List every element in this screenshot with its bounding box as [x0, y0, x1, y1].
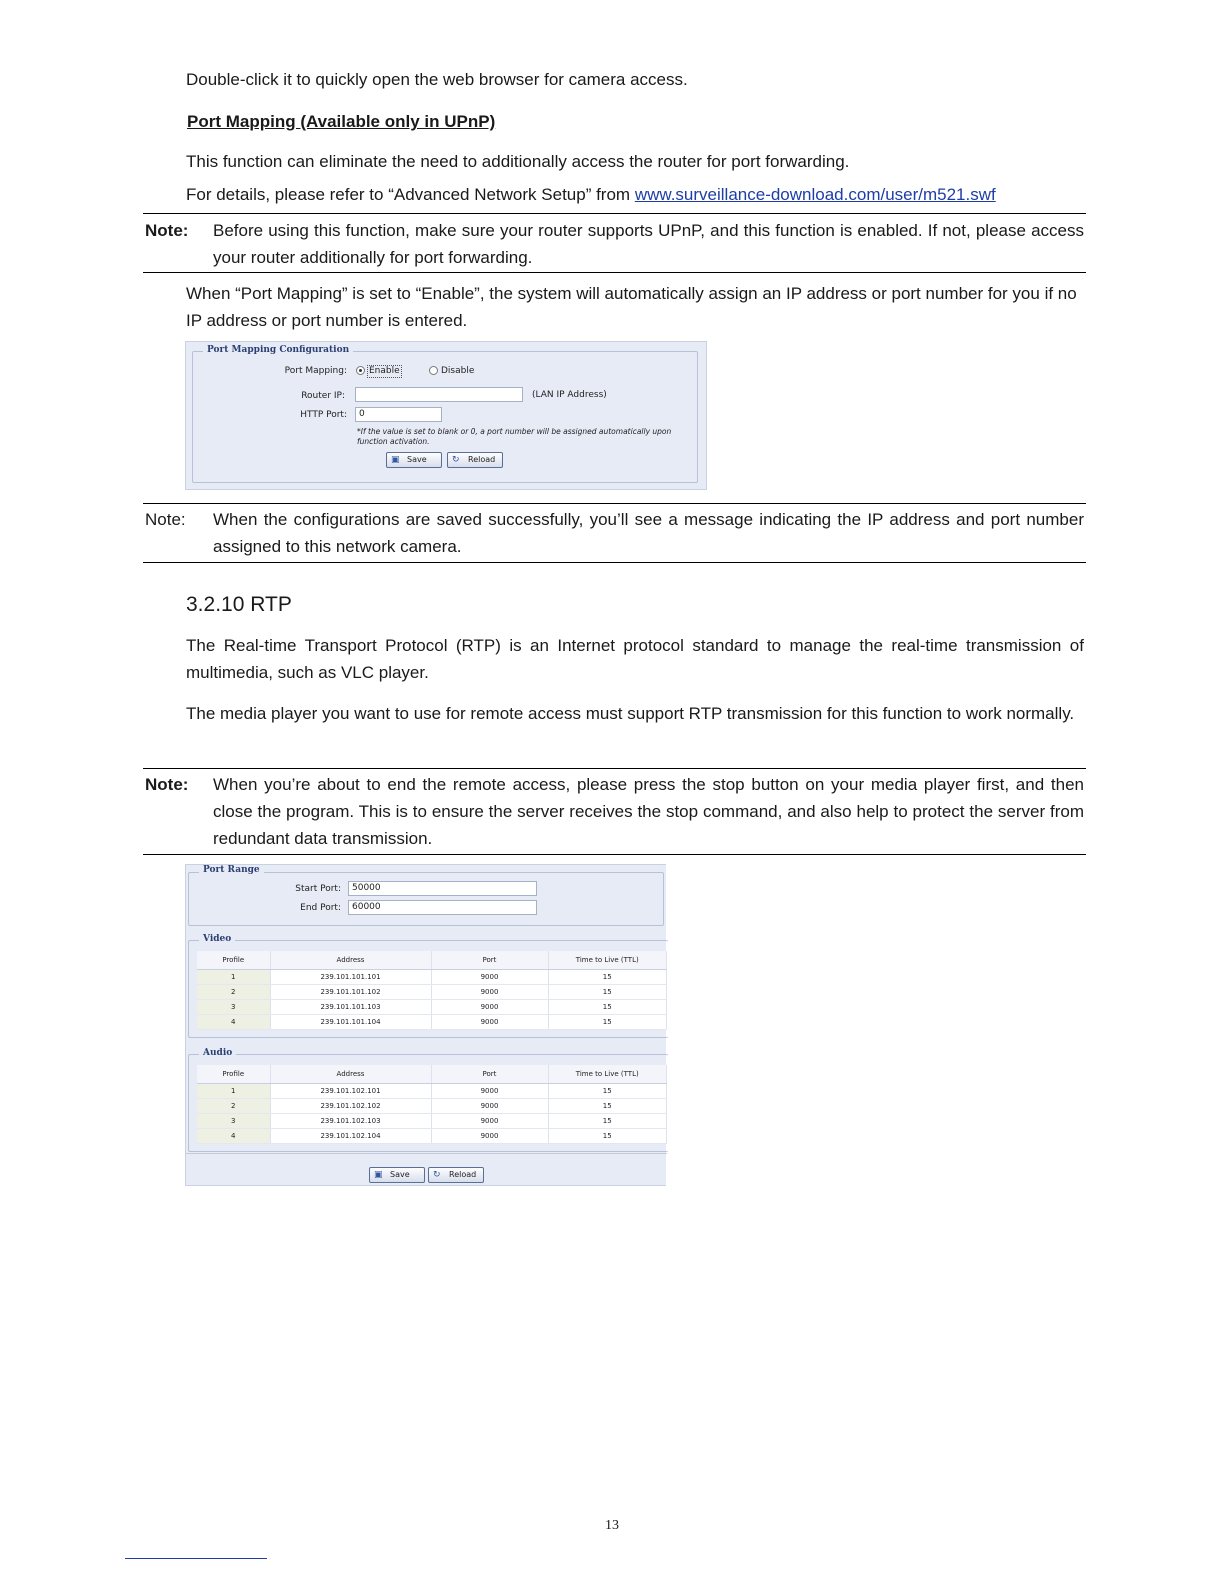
col-ttl: Time to Live (TTL)	[548, 951, 667, 969]
rtp-para-2: The media player you want to use for remote access must support RTP transmission for this function to work normally.	[186, 704, 1075, 723]
note-2-label: Note:	[145, 510, 186, 529]
ttl-cell[interactable]: 15	[548, 1113, 667, 1128]
ttl-cell[interactable]: 15	[548, 999, 667, 1014]
reload-button-label: Reload	[468, 455, 496, 464]
download-link[interactable]: www.surveillance-download.com/user/m521.swf	[634, 185, 996, 204]
rtp-config-panel	[185, 864, 666, 1186]
col-address: Address	[270, 951, 431, 969]
address-cell[interactable]: 239.101.102.101	[270, 1083, 431, 1098]
table-row	[197, 969, 667, 984]
ttl-cell[interactable]: 15	[548, 969, 667, 984]
note-2-top-rule	[143, 503, 1086, 504]
port-mapping-para-1: This function can eliminate the need to additionally access the router for port forwarding.	[186, 152, 850, 171]
disable-radio[interactable]	[429, 366, 438, 375]
address-cell[interactable]: 239.101.102.104	[270, 1128, 431, 1143]
router-ip-label: Router IP:	[301, 391, 345, 401]
refresh-icon: ↻	[433, 1170, 441, 1180]
rtp-reload-button-label: Reload	[449, 1170, 477, 1179]
rtp-save-button[interactable]	[369, 1167, 425, 1183]
table-row	[197, 1083, 667, 1098]
profile-cell: 4	[197, 1014, 270, 1029]
note-1-bottom-rule	[143, 272, 1086, 273]
http-port-label: HTTP Port:	[300, 410, 347, 420]
save-button-label: Save	[407, 455, 427, 464]
col-port: Port	[431, 951, 548, 969]
footer-rule	[125, 1558, 267, 1559]
end-port-label: End Port:	[300, 903, 341, 913]
profile-cell: 1	[197, 1083, 270, 1098]
reload-button[interactable]	[447, 452, 503, 468]
port-mapping-heading: Port Mapping (Available only in UPnP)	[187, 112, 496, 131]
port-mapping-para-2	[186, 181, 1084, 208]
auto-port-hint: *If the value is set to blank or 0, a port number will be assigned automatically upon function activation.	[357, 427, 672, 446]
audio-legend: Audio	[199, 1048, 236, 1058]
note-3-top-rule	[143, 768, 1086, 769]
profile-cell: 2	[197, 984, 270, 999]
table-row	[197, 1014, 667, 1029]
port-mapping-label: Port Mapping:	[284, 366, 347, 376]
floppy-disk-icon: ▣	[374, 1170, 383, 1180]
start-port-label: Start Port:	[295, 884, 341, 894]
col-profile: Profile	[197, 1065, 270, 1083]
address-cell[interactable]: 239.101.101.102	[270, 984, 431, 999]
table-row	[197, 1128, 667, 1143]
floppy-disk-icon: ▣	[391, 455, 400, 465]
address-cell[interactable]: 239.101.101.104	[270, 1014, 431, 1029]
rtp-button-divider	[186, 1153, 667, 1154]
video-table	[197, 951, 667, 1030]
port-cell[interactable]: 9000	[431, 999, 548, 1014]
enable-radio[interactable]	[356, 366, 365, 375]
refresh-icon: ↻	[452, 455, 460, 465]
profile-cell: 2	[197, 1098, 270, 1113]
para-2-prefix: For details, please refer to “Advanced Network Setup” from	[186, 185, 635, 204]
audio-table	[197, 1065, 667, 1144]
rtp-save-button-label: Save	[390, 1170, 410, 1179]
note-3-label: Note:	[145, 775, 189, 794]
note-3-text: When you’re about to end the remote access, please press the stop button on your media player first, and then close the program. This is to ensure the server receives the stop command, and also help to protect the server from redundant data transmission.	[213, 775, 1084, 848]
table-row	[197, 1113, 667, 1128]
ttl-cell[interactable]: 15	[548, 1083, 667, 1098]
address-cell[interactable]: 239.101.101.101	[270, 969, 431, 984]
port-cell[interactable]: 9000	[431, 1014, 548, 1029]
note-2-bottom-rule	[143, 562, 1086, 563]
port-cell[interactable]: 9000	[431, 1098, 548, 1113]
profile-cell: 4	[197, 1128, 270, 1143]
note-1-text: Before using this function, make sure your router supports UPnP, and this function is enabled. If not, please access your router additionally for port forwarding.	[213, 221, 1084, 267]
section-heading: 3.2.10 RTP	[186, 593, 292, 616]
video-header-row	[197, 951, 667, 969]
port-cell[interactable]: 9000	[431, 1113, 548, 1128]
port-cell[interactable]: 9000	[431, 984, 548, 999]
profile-cell: 3	[197, 999, 270, 1014]
table-row	[197, 984, 667, 999]
port-cell[interactable]: 9000	[431, 969, 548, 984]
start-port-input[interactable]: 50000	[348, 881, 537, 896]
note-2-text: When the configurations are saved successfully, you’ll see a message indicating the IP address and port number assigned to this network camera.	[213, 510, 1084, 556]
port-mapping-para-3: When “Port Mapping” is set to “Enable”, the system will automatically assign an IP address or port number for you if no IP address or port number is entered.	[186, 284, 1077, 330]
port-cell[interactable]: 9000	[431, 1128, 548, 1143]
ttl-cell[interactable]: 15	[548, 1098, 667, 1113]
video-legend: Video	[199, 934, 235, 944]
intro-text: Double-click it to quickly open the web browser for camera access.	[186, 70, 688, 89]
audio-header-row	[197, 1065, 667, 1083]
disable-label[interactable]: Disable	[441, 366, 475, 376]
http-port-input[interactable]: 0	[355, 407, 442, 422]
table-row	[197, 1098, 667, 1113]
note-1-label: Note:	[145, 221, 189, 240]
profile-cell: 3	[197, 1113, 270, 1128]
col-address: Address	[270, 1065, 431, 1083]
address-cell[interactable]: 239.101.102.103	[270, 1113, 431, 1128]
note-3-bottom-rule	[143, 854, 1086, 855]
save-button[interactable]	[386, 452, 442, 468]
rtp-para-1: The Real-time Transport Protocol (RTP) is an Internet protocol standard to manage the real-time transmission of multimedia, such as VLC player.	[186, 636, 1084, 682]
address-cell[interactable]: 239.101.101.103	[270, 999, 431, 1014]
table-row	[197, 999, 667, 1014]
rtp-reload-button[interactable]	[428, 1167, 484, 1183]
port-mapping-legend: Port Mapping Configuration	[203, 345, 353, 355]
address-cell[interactable]: 239.101.102.102	[270, 1098, 431, 1113]
col-profile: Profile	[197, 951, 270, 969]
router-ip-hint: (LAN IP Address)	[532, 390, 607, 400]
col-port: Port	[431, 1065, 548, 1083]
profile-cell: 1	[197, 969, 270, 984]
ttl-cell[interactable]: 15	[548, 984, 667, 999]
end-port-input[interactable]: 60000	[348, 900, 537, 915]
note-1-top-rule	[143, 213, 1086, 214]
ttl-cell[interactable]: 15	[548, 1014, 667, 1029]
port-cell[interactable]: 9000	[431, 1083, 548, 1098]
port-mapping-config-panel	[185, 341, 707, 490]
port-range-legend: Port Range	[199, 865, 264, 875]
ttl-cell[interactable]: 15	[548, 1128, 667, 1143]
router-ip-input[interactable]	[355, 387, 523, 402]
enable-label[interactable]: Enable	[369, 366, 400, 376]
col-ttl: Time to Live (TTL)	[548, 1065, 667, 1083]
page-number: 13	[605, 1518, 619, 1533]
